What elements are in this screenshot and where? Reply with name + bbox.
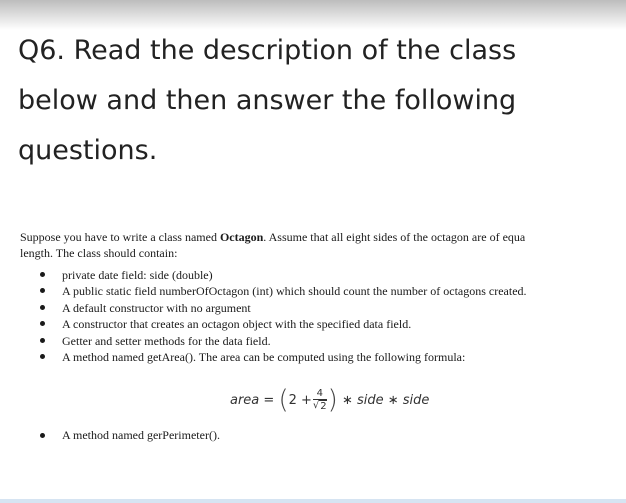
question-heading (18, 26, 618, 176)
list-item: private date field: side (double) (20, 267, 626, 283)
sqrt-sign: √ (312, 399, 320, 411)
list-item: A default constructor with no argument (20, 300, 626, 316)
list-item: A method named getArea(). The area can be computed using the following formula: (20, 349, 626, 365)
fraction-numerator: 4 (316, 387, 323, 399)
formula-equals: = (263, 392, 275, 408)
formula-lhs: area (230, 392, 260, 408)
formula-fraction (313, 388, 327, 413)
area-formula (230, 380, 429, 420)
fraction-denominator (313, 400, 327, 413)
formula-open-paren: ( (278, 385, 289, 415)
passage-intro (20, 229, 626, 261)
bottom-border (0, 499, 626, 503)
question-line-3: questions. (18, 135, 158, 166)
list-item: A method named gerPerimeter(). (20, 428, 520, 443)
requirements-list-continued (20, 428, 520, 443)
list-item: A constructor that creates an octagon object with the specified data field. (20, 316, 626, 332)
class-name: Octagon (219, 230, 264, 244)
problem-passage (20, 229, 626, 365)
question-line-2: below and then answer the following (18, 85, 517, 116)
list-item: A public static field numberOfOctagon (int) which should count the number of octagons created. (20, 283, 626, 299)
sqrt-radicand: 2 (320, 400, 327, 412)
list-item: Getter and setter methods for the data field. (20, 333, 626, 349)
intro-text-before: Suppose you have to write a class named (20, 230, 220, 244)
requirements-list (20, 267, 626, 365)
intro-text-line2: length. The class should contain: (20, 246, 178, 260)
formula-close-paren: ) (327, 385, 338, 415)
intro-text-after: . Assume that all eight sides of the octagon are of equa (263, 230, 526, 244)
square-root (313, 400, 327, 413)
formula-two-plus: 2 + (288, 392, 312, 408)
formula-rhs: ∗ side ∗ side (341, 392, 430, 408)
question-line-1: Q6. Read the description of the class (18, 35, 517, 66)
